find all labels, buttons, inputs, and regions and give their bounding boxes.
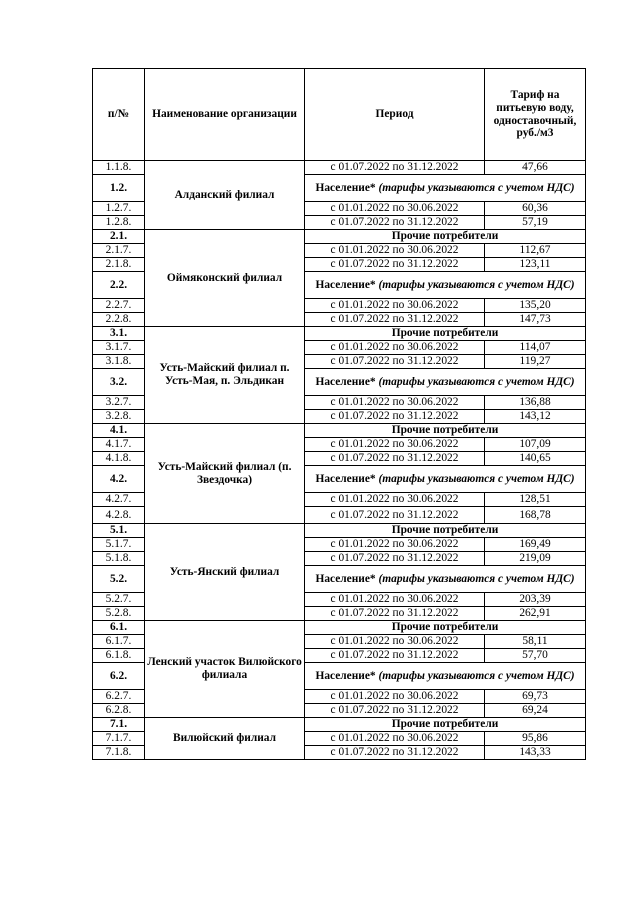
- row-tariff: 128,51: [485, 493, 586, 507]
- row-num: 1.2.: [93, 175, 145, 202]
- row-period: с 01.01.2022 по 30.06.2022: [305, 493, 485, 507]
- group-population: Население* (тарифы указываются с учетом НДС): [305, 566, 586, 593]
- org-name: Ленский участок Вилюйского филиала: [145, 621, 305, 718]
- row-num: 2.1.8.: [93, 258, 145, 272]
- group-other-consumers: Прочие потребители: [305, 230, 586, 244]
- row-tariff: 69,24: [485, 704, 586, 718]
- row-tariff: 169,49: [485, 538, 586, 552]
- row-tariff: 57,70: [485, 649, 586, 663]
- org-name: Усть-Янский филиал: [145, 524, 305, 621]
- org-name: Вилюйский филиал: [145, 718, 305, 760]
- row-num: 5.1.8.: [93, 552, 145, 566]
- row-tariff: 107,09: [485, 438, 586, 452]
- table-row: [93, 718, 586, 732]
- row-num: 4.2.8.: [93, 507, 145, 524]
- row-period: с 01.07.2022 по 31.12.2022: [305, 161, 485, 175]
- header-num: п/№: [93, 69, 145, 161]
- row-period: с 01.07.2022 по 31.12.2022: [305, 552, 485, 566]
- table-row: [93, 621, 586, 635]
- row-num: 6.1.: [93, 621, 145, 635]
- row-tariff: 219,09: [485, 552, 586, 566]
- row-period: с 01.07.2022 по 31.12.2022: [305, 649, 485, 663]
- table-row: [93, 327, 586, 341]
- row-period: с 01.07.2022 по 31.12.2022: [305, 704, 485, 718]
- row-period: с 01.01.2022 по 30.06.2022: [305, 396, 485, 410]
- row-tariff: 60,36: [485, 202, 586, 216]
- group-other-consumers: Прочие потребители: [305, 524, 586, 538]
- row-period: с 01.01.2022 по 30.06.2022: [305, 202, 485, 216]
- row-num: 2.2.7.: [93, 299, 145, 313]
- row-num: 6.2.7.: [93, 690, 145, 704]
- group-other-consumers: Прочие потребители: [305, 424, 586, 438]
- row-num: 1.2.8.: [93, 216, 145, 230]
- row-period: с 01.07.2022 по 31.12.2022: [305, 216, 485, 230]
- row-num: 6.2.: [93, 663, 145, 690]
- row-num: 4.1.7.: [93, 438, 145, 452]
- row-tariff: 57,19: [485, 216, 586, 230]
- row-period: с 01.07.2022 по 31.12.2022: [305, 355, 485, 369]
- row-tariff: 135,20: [485, 299, 586, 313]
- row-num: 1.2.7.: [93, 202, 145, 216]
- org-name: Алданский филиал: [145, 161, 305, 230]
- row-period: с 01.01.2022 по 30.06.2022: [305, 244, 485, 258]
- row-num: 3.2.7.: [93, 396, 145, 410]
- row-tariff: 203,39: [485, 593, 586, 607]
- row-num: 4.2.7.: [93, 493, 145, 507]
- row-num: 3.1.7.: [93, 341, 145, 355]
- row-period: с 01.07.2022 по 31.12.2022: [305, 746, 485, 760]
- row-num: 4.1.: [93, 424, 145, 438]
- group-population: Население* (тарифы указываются с учетом НДС): [305, 175, 586, 202]
- row-tariff: 123,11: [485, 258, 586, 272]
- table-row: [93, 524, 586, 538]
- row-period: с 01.07.2022 по 31.12.2022: [305, 507, 485, 524]
- row-tariff: 114,07: [485, 341, 586, 355]
- row-num: 4.1.8.: [93, 452, 145, 466]
- group-other-consumers: Прочие потребители: [305, 718, 586, 732]
- group-population: Население* (тарифы указываются с учетом НДС): [305, 369, 586, 396]
- row-period: с 01.07.2022 по 31.12.2022: [305, 313, 485, 327]
- row-num: 3.1.8.: [93, 355, 145, 369]
- row-num: 5.1.7.: [93, 538, 145, 552]
- row-num: 7.1.8.: [93, 746, 145, 760]
- row-num: 2.2.8.: [93, 313, 145, 327]
- header-period: Период: [305, 69, 485, 161]
- row-num: 3.2.: [93, 369, 145, 396]
- row-tariff: 69,73: [485, 690, 586, 704]
- row-period: с 01.07.2022 по 31.12.2022: [305, 452, 485, 466]
- row-num: 6.1.7.: [93, 635, 145, 649]
- row-period: с 01.07.2022 по 31.12.2022: [305, 258, 485, 272]
- row-period: с 01.01.2022 по 30.06.2022: [305, 299, 485, 313]
- table-row: [93, 230, 586, 244]
- row-period: с 01.07.2022 по 31.12.2022: [305, 607, 485, 621]
- tariff-table: [92, 68, 586, 760]
- row-period: с 01.01.2022 по 30.06.2022: [305, 438, 485, 452]
- header-tariff: Тариф на питьевую воду, одноставочный, руб./м3: [485, 69, 586, 161]
- row-num: 2.2.: [93, 272, 145, 299]
- row-period: с 01.01.2022 по 30.06.2022: [305, 538, 485, 552]
- group-population: Население* (тарифы указываются с учетом НДС): [305, 663, 586, 690]
- row-period: с 01.07.2022 по 31.12.2022: [305, 410, 485, 424]
- row-num: 6.1.8.: [93, 649, 145, 663]
- row-num: 1.1.8.: [93, 161, 145, 175]
- row-tariff: 47,66: [485, 161, 586, 175]
- row-num: 3.2.8.: [93, 410, 145, 424]
- header-organization: Наименование организации: [145, 69, 305, 161]
- row-tariff: 95,86: [485, 732, 586, 746]
- row-num: 5.2.: [93, 566, 145, 593]
- row-num: 2.1.7.: [93, 244, 145, 258]
- row-period: с 01.01.2022 по 30.06.2022: [305, 635, 485, 649]
- row-num: 5.2.8.: [93, 607, 145, 621]
- row-tariff: 262,91: [485, 607, 586, 621]
- group-other-consumers: Прочие потребители: [305, 327, 586, 341]
- row-period: с 01.01.2022 по 30.06.2022: [305, 732, 485, 746]
- row-tariff: 168,78: [485, 507, 586, 524]
- row-num: 2.1.: [93, 230, 145, 244]
- group-population: Население* (тарифы указываются с учетом НДС): [305, 272, 586, 299]
- row-tariff: 143,12: [485, 410, 586, 424]
- row-num: 3.1.: [93, 327, 145, 341]
- group-other-consumers: Прочие потребители: [305, 621, 586, 635]
- org-name: Усть-Майский филиал п. Усть-Мая, п. Эльдикан: [145, 327, 305, 424]
- row-num: 7.1.7.: [93, 732, 145, 746]
- row-num: 6.2.8.: [93, 704, 145, 718]
- row-period: с 01.01.2022 по 30.06.2022: [305, 341, 485, 355]
- table-row: [93, 161, 586, 175]
- row-num: 7.1.: [93, 718, 145, 732]
- row-tariff: 112,67: [485, 244, 586, 258]
- row-tariff: 58,11: [485, 635, 586, 649]
- row-tariff: 119,27: [485, 355, 586, 369]
- table-header-row: [93, 69, 586, 161]
- row-num: 5.2.7.: [93, 593, 145, 607]
- org-name: Оймяконский филиал: [145, 230, 305, 327]
- row-period: с 01.01.2022 по 30.06.2022: [305, 690, 485, 704]
- row-tariff: 140,65: [485, 452, 586, 466]
- row-tariff: 136,88: [485, 396, 586, 410]
- group-population: Население* (тарифы указываются с учетом НДС): [305, 466, 586, 493]
- org-name: Усть-Майский филиал (п. Звездочка): [145, 424, 305, 524]
- table-row: [93, 424, 586, 438]
- row-period: с 01.01.2022 по 30.06.2022: [305, 593, 485, 607]
- row-num: 4.2.: [93, 466, 145, 493]
- row-tariff: 143,33: [485, 746, 586, 760]
- row-tariff: 147,73: [485, 313, 586, 327]
- row-num: 5.1.: [93, 524, 145, 538]
